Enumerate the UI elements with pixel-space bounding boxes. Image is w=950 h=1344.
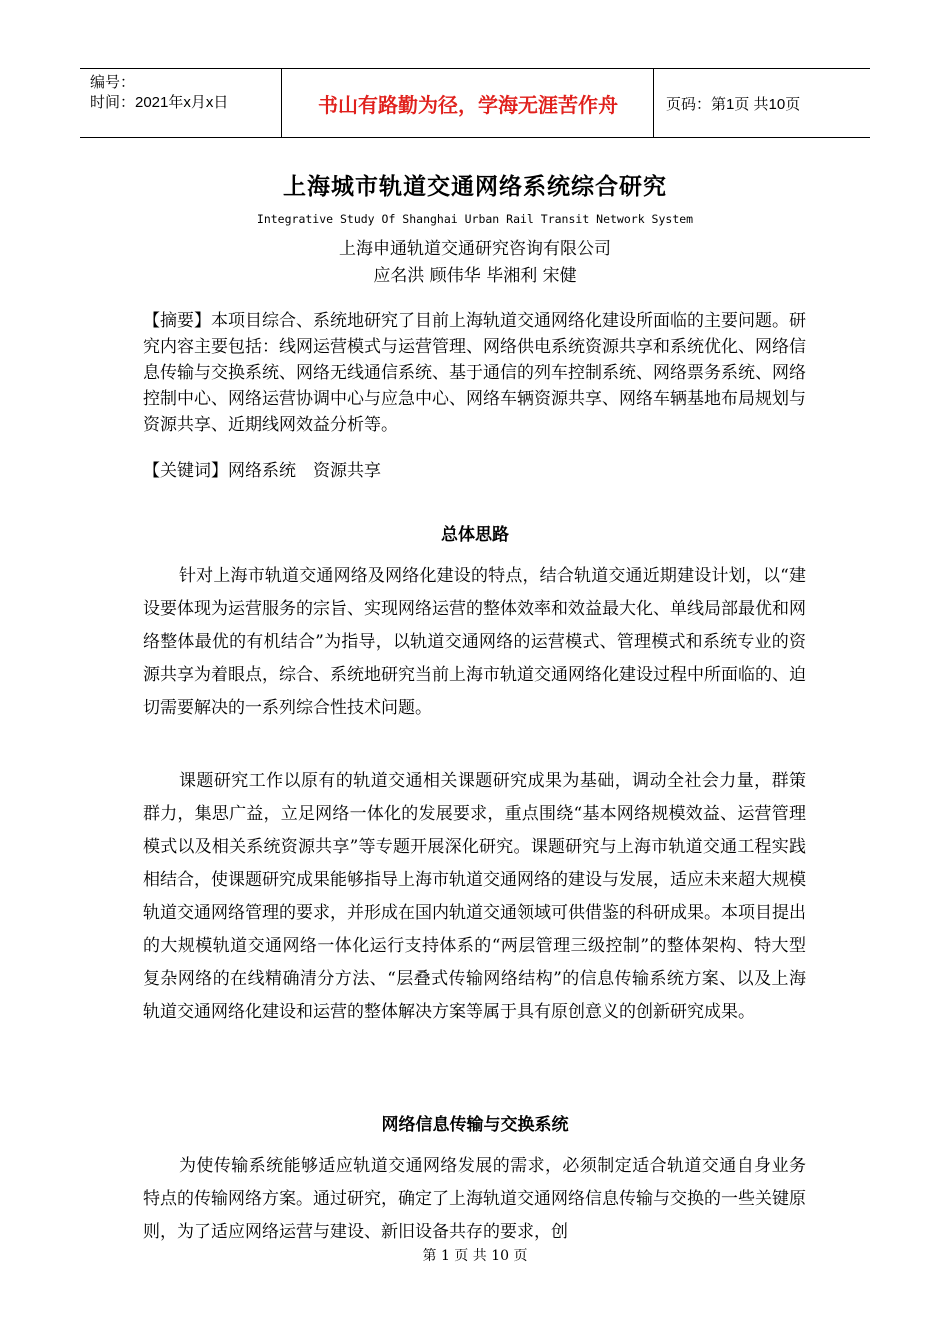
section-heading-network-transmission: 网络信息传输与交换系统 [381,1115,569,1135]
paper-english-title: Integrative Study Of Shanghai Urban Rail Transit Network System [256,212,694,226]
header-meta-cell [80,69,282,137]
document-date-label: 时间：2021年x月x日 [90,94,229,111]
paper-authors: 应名洪 顾伟华 毕湘利 宋健 [373,266,577,286]
page-footer: 第 1 页 共 10 页 [422,1248,528,1264]
body-paragraph: 为使传输系统能够适应轨道交通网络发展的需求，必须制定适合轨道交通自身业务特点的传输网络方案。通过研究，确定了上海轨道交通网络信息传输与交换的一些关键原则，为了适应网络运营与建设、新旧设备共存的要求，创 [143,1156,806,1242]
document-number-label: 编号： [90,74,136,91]
paper-title: 上海城市轨道交通网络系统综合研究 [283,173,667,200]
body-paragraph: 针对上海市轨道交通网络及网络化建设的特点，结合轨道交通近期建设计划，以“建设要体现为运营服务的宗旨、实现网络运营的整体效率和效益最大化、单线局部最优和网络整体最优的有机结合”为指导，以轨道交通网络的运营模式、管理模式和系统专业的资源共享为着眼点，综合、系统地研究当前上海市轨道交通网络化建设过程中所面临的、迫切需要解决的一系列综合性技术问题。 [143,566,806,718]
paper-organization: 上海申通轨道交通研究咨询有限公司 [339,239,611,259]
keywords-line: 【关键词】网络系统 资源共享 [143,461,381,481]
header-page-info: 页码：第1页 共10页 [666,95,801,113]
abstract-paragraph: 【摘要】本项目综合、系统地研究了目前上海轨道交通网络化建设所面临的主要问题。研究内容主要包括：线网运营模式与运营管理、网络供电系统资源共享和系统优化、网络信息传输与交换系统、网络无线通信系统、基于通信的列车控制系统、网络票务系统、网络控制中心、网络运营协调中心与应急中心、网络车辆资源共享、网络车辆基地布局规划与资源共享、近期线网效益分析等。 [143,311,806,435]
header-motto: 书山有路勤为径，学海无涯苦作舟 [283,69,654,137]
section-heading-overall-approach: 总体思路 [441,525,509,545]
document-header-table [80,68,870,138]
body-paragraph: 课题研究工作以原有的轨道交通相关课题研究成果为基础，调动全社会力量，群策群力，集思广益，立足网络一体化的发展要求，重点围绕“基本网络规模效益、运营管理模式以及相关系统资源共享”等专题开展深化研究。课题研究与上海市轨道交通工程实践相结合，使课题研究成果能够指导上海市轨道交通网络的建设与发展，适应未来超大规模轨道交通网络管理的要求，并形成在国内轨道交通领域可供借鉴的科研成果。本项目提出的大规模轨道交通网络一体化运行支持体系的“两层管理三级控制”的整体架构、特大型复杂网络的在线精确清分方法、“层叠式传输网络结构”的信息传输系统方案、以及上海轨道交通网络化建设和运营的整体解决方案等属于具有原创意义的创新研究成果。 [143,771,806,1022]
